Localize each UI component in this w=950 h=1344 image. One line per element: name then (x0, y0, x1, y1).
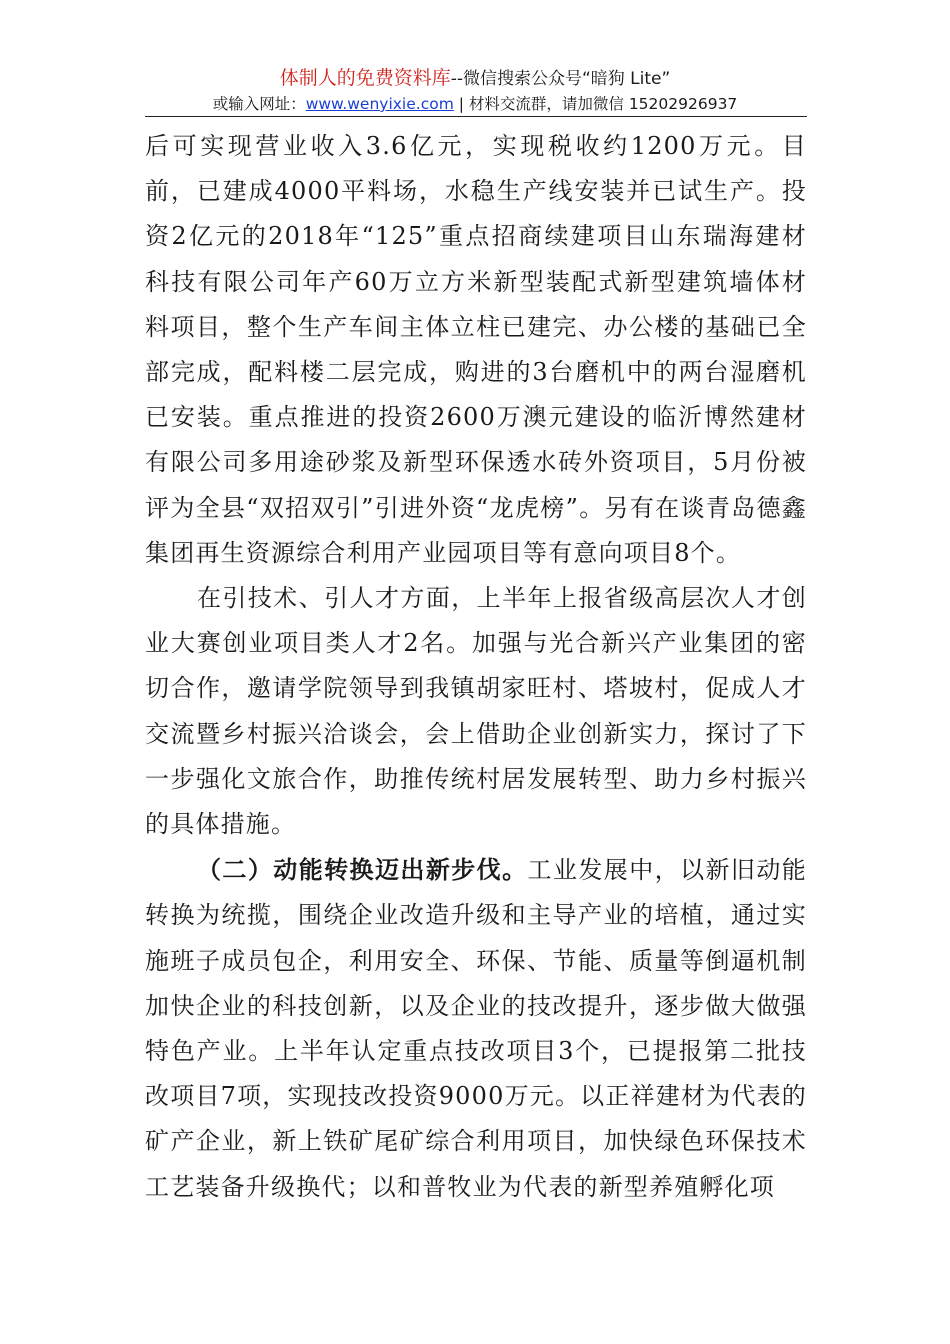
header-url-prefix: 或输入网址： (212, 95, 306, 113)
paragraph-1-text: 后可实现营业收入3.6亿元，实现税收约1200万元。目前，已建成4000平料场，水稳生产线安装并已试生产。投资2亿元的2018年“125”重点招商续建项目山东瑞海建材科技有限公司年产60万立方米新型装配式新型建筑墙体材料项目，整个生产车间主体立柱已建完、办公楼的基础已全部完成，配料楼二层完成，购进的3台磨机中的两台湿磨机已安装。重点推进的投资2600万澳元建设的临沂博然建材有限公司多用途砂浆及新型环保透水砖外资项目，5月份被评为全县“双招双引”引进外资“龙虎榜”。另有在谈青岛德鑫集团再生资源综合利用产业园项目等有意向项目8个。 (145, 132, 807, 567)
header-url-link[interactable]: www.wenyixie.com (305, 95, 454, 113)
paragraph-1 (145, 124, 807, 576)
paragraph-3 (145, 847, 807, 1210)
header-divider (145, 116, 807, 117)
page-header (145, 66, 805, 115)
document-body (145, 124, 807, 1210)
section-heading: （二）动能转换迈出新步伐。 (197, 855, 528, 885)
header-line-2 (145, 93, 805, 115)
header-brand: 体制人的免费资料库 (279, 67, 451, 89)
paragraph-3-text: 工业发展中，以新旧动能转换为统揽，围绕企业改造升级和主导产业的培植，通过实施班子成员包企，利用安全、环保、节能、质量等倒逼机制加快企业的科技创新，以及企业的技改提升，逐步做大做强特色产业。上半年认定重点技改项目3个，已提报第二批技改项目7项，实现技改投资9000万元。以正祥建材为代表的矿产企业，新上铁矿尾矿综合利用项目，加快绿色环保技术工艺装备升级换代；以和普牧业为代表的新型养殖孵化项 (145, 856, 807, 1201)
header-contact: | 材料交流群，请加微信 15202926937 (453, 95, 738, 113)
header-tagline: --微信搜索公众号“暗狗 Lite” (450, 69, 671, 89)
paragraph-2 (145, 576, 807, 847)
paragraph-2-text: 在引技术、引人才方面，上半年上报省级高层次人才创业大赛创业项目类人才2名。加强与光合新兴产业集团的密切合作，邀请学院领导到我镇胡家旺村、塔坡村，促成人才交流暨乡村振兴洽谈会，会上借助企业创新实力，探讨了下一步强化文旅合作，助推传统村居发展转型、助力乡村振兴的具体措施。 (145, 584, 807, 839)
header-line-1 (145, 66, 805, 91)
